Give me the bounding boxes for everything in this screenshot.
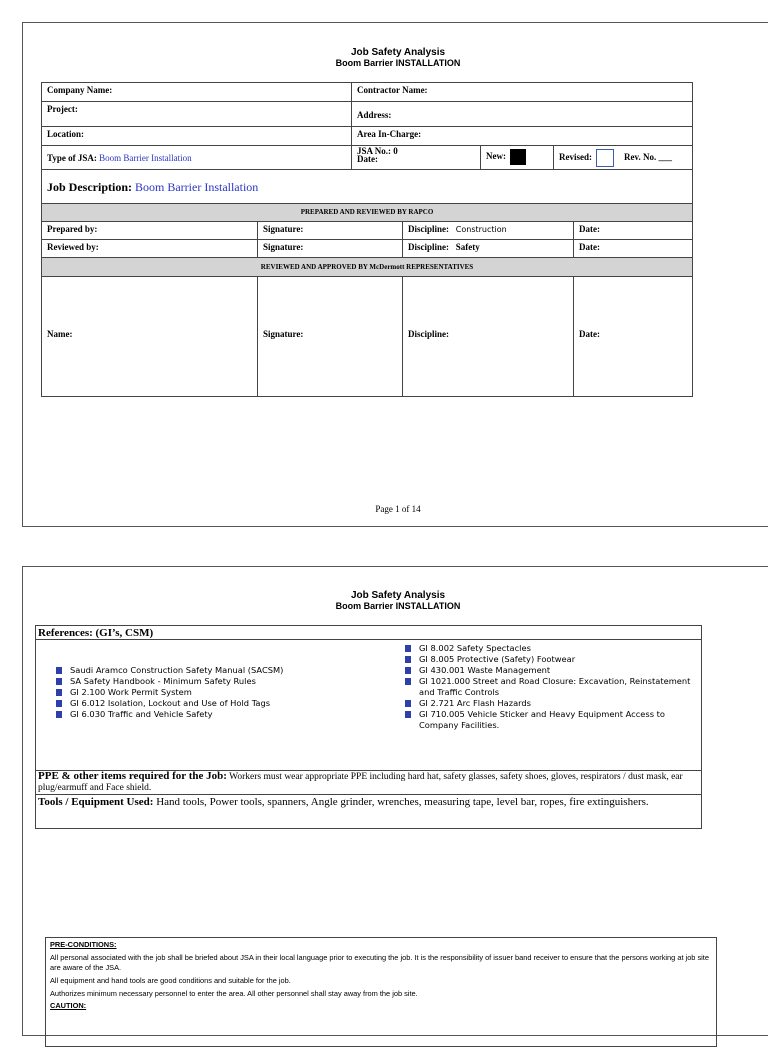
document-title: Job Safety Analysis (350, 47, 446, 58)
preconditions-list (50, 953, 712, 999)
discipline-value: Construction (455, 225, 507, 234)
reference-text: GI 6.030 Traffic and Vehicle Safety (70, 709, 213, 719)
rev-number: Rev. No. ___ (624, 152, 672, 163)
reference-item (54, 665, 404, 676)
reference-text: GI 430.001 Waste Management (419, 665, 551, 675)
revised-cell (553, 145, 693, 170)
project-label: Project: (47, 104, 78, 114)
page-number: Page 1 of 14 (375, 504, 421, 514)
references-box (35, 625, 702, 829)
precondition-item: All personal associated with the job shall be briefed about JSA in their local language prior to executing the job. It is the responsibility of issuer band receiver to ensure that the persons working at job site are aware of the JSA. (50, 953, 709, 972)
jsa-number: JSA No.: 0 (357, 146, 398, 156)
reference-text: GI 2.721 Arc Flash Hazards (419, 698, 532, 708)
reference-item (403, 643, 693, 654)
signature-label: Signature: (263, 224, 304, 234)
job-description-cell (41, 169, 693, 204)
approval-date-cell (573, 276, 693, 397)
area-incharge-cell (351, 126, 693, 146)
bullet-icon (405, 678, 411, 685)
document-subtitle: Boom Barrier INSTALLATION (335, 601, 461, 611)
reference-item (54, 676, 404, 687)
contractor-name-cell (351, 82, 693, 102)
date-label: Date: (579, 242, 600, 252)
jsa-type-label: Type of JSA: (47, 153, 97, 163)
prepared-by-label: Prepared by: (47, 224, 98, 234)
new-cell (480, 145, 554, 170)
discipline-value: Safety (455, 242, 480, 252)
bullet-icon (56, 689, 62, 696)
discipline-label: Discipline: (408, 242, 450, 252)
references-label: References: (GI’s, CSM) (38, 627, 154, 639)
company-name-label: Company Name: (47, 85, 113, 95)
location-cell (41, 126, 352, 146)
new-label: New: (486, 151, 506, 162)
preconditions-label: PRE-CONDITIONS: (50, 940, 117, 949)
reference-text: GI 8.005 Protective (Safety) Footwear (419, 654, 576, 664)
bullet-icon (405, 645, 411, 652)
caution-label: CAUTION: (50, 1001, 87, 1010)
reference-text: GI 2.100 Work Permit System (70, 687, 192, 697)
discipline-label: Discipline: (408, 224, 450, 234)
bullet-icon (405, 667, 411, 674)
job-description-label: Job Description: (47, 180, 132, 194)
discipline-label: Discipline: (408, 329, 450, 339)
bullet-icon (405, 700, 411, 707)
prepared-reviewed-header: PREPARED AND REVIEWED BY RAPCO (41, 203, 693, 222)
reference-item (403, 676, 693, 698)
jsa-number-cell (351, 145, 481, 170)
references-divider (36, 639, 701, 640)
company-name-cell (41, 82, 352, 102)
ppe-text: Workers must wear appropriate PPE including hard hat, safety glasses, safety shoes, gloves, respirators / dust mask, ear plug/earmuff and Face shield. (38, 772, 683, 793)
precondition-item: All equipment and hand tools are good conditions and suitable for the job. (50, 976, 291, 985)
jsa-date-label: Date: (357, 154, 378, 164)
date-label: Date: (579, 224, 600, 234)
prepared-by-cell (41, 221, 258, 240)
name-label: Name: (47, 329, 73, 339)
bullet-icon (405, 711, 411, 718)
approval-name-cell (41, 276, 258, 397)
date-label: Date: (579, 329, 600, 339)
reference-text: GI 8.002 Safety Spectacles (419, 643, 531, 653)
location-label: Location: (47, 129, 84, 139)
reference-item (403, 709, 693, 731)
revised-checkbox[interactable] (596, 149, 614, 167)
new-checkbox-filled[interactable] (510, 149, 526, 165)
project-cell (41, 101, 352, 127)
reference-text: GI 1021.000 Street and Road Closure: Excavation, Reinstatement and Traffic Controls (419, 676, 691, 697)
reference-item (403, 654, 693, 665)
approval-discipline-cell (402, 276, 574, 397)
reference-text: GI 710.005 Vehicle Sticker and Heavy Equipment Access to Company Facilities. (419, 709, 665, 730)
contractor-name-label: Contractor Name: (357, 85, 428, 95)
reference-text: GI 6.012 Isolation, Lockout and Use of Hold Tags (70, 698, 271, 708)
signature-label: Signature: (263, 329, 304, 339)
reference-item (403, 665, 693, 676)
approval-signature-cell (257, 276, 403, 397)
document-page-2 (22, 566, 768, 1036)
tools-divider (36, 794, 701, 795)
bullet-icon (56, 667, 62, 674)
revised-label: Revised: (559, 152, 592, 163)
address-cell (351, 101, 693, 127)
bullet-icon (56, 678, 62, 685)
document-subtitle: Boom Barrier INSTALLATION (335, 58, 461, 68)
tools-section (38, 796, 698, 809)
bullet-icon (405, 656, 411, 663)
prepared-discipline-cell (402, 221, 574, 240)
signature-label: Signature: (263, 242, 304, 252)
reference-item (54, 698, 404, 709)
reference-text: SA Safety Handbook - Minimum Safety Rules (70, 676, 256, 686)
tools-label: Tools / Equipment Used: (38, 796, 154, 808)
reviewed-by-cell (41, 239, 258, 258)
reviewed-signature-cell (257, 239, 403, 258)
ppe-section (38, 771, 698, 794)
document-page-1 (22, 22, 768, 527)
prepared-signature-cell (257, 221, 403, 240)
reviewed-by-label: Reviewed by: (47, 242, 99, 252)
preconditions-box (45, 937, 717, 1047)
references-right-list (403, 643, 693, 731)
bullet-icon (56, 700, 62, 707)
reference-item (54, 709, 404, 720)
reference-item (403, 698, 693, 709)
reference-item (54, 687, 404, 698)
jsa-type-value: Boom Barrier Installation (99, 153, 192, 163)
document-title: Job Safety Analysis (350, 590, 446, 601)
area-incharge-label: Area In-Charge: (357, 129, 422, 139)
reviewed-date-cell (573, 239, 693, 258)
tools-text: Hand tools, Power tools, spanners, Angle grinder, wrenches, measuring tape, level bar, ropes, fire extinguishers. (156, 796, 649, 808)
prepared-date-cell (573, 221, 693, 240)
precondition-item: Authorizes minimum necessary personnel to enter the area. All other personnel shall stay away from the job site. (50, 989, 418, 998)
bullet-icon (56, 711, 62, 718)
references-left-list (54, 665, 404, 720)
reference-text: Saudi Aramco Construction Safety Manual (SACSM) (70, 665, 284, 675)
jsa-type-cell (41, 145, 352, 170)
approved-header: REVIEWED AND APPROVED BY McDermott REPRESENTATIVES (41, 257, 693, 277)
reviewed-discipline-cell (402, 239, 574, 258)
job-description-value: Boom Barrier Installation (135, 180, 259, 194)
ppe-label: PPE & other items required for the Job: (38, 770, 227, 782)
address-label: Address: (357, 110, 392, 120)
